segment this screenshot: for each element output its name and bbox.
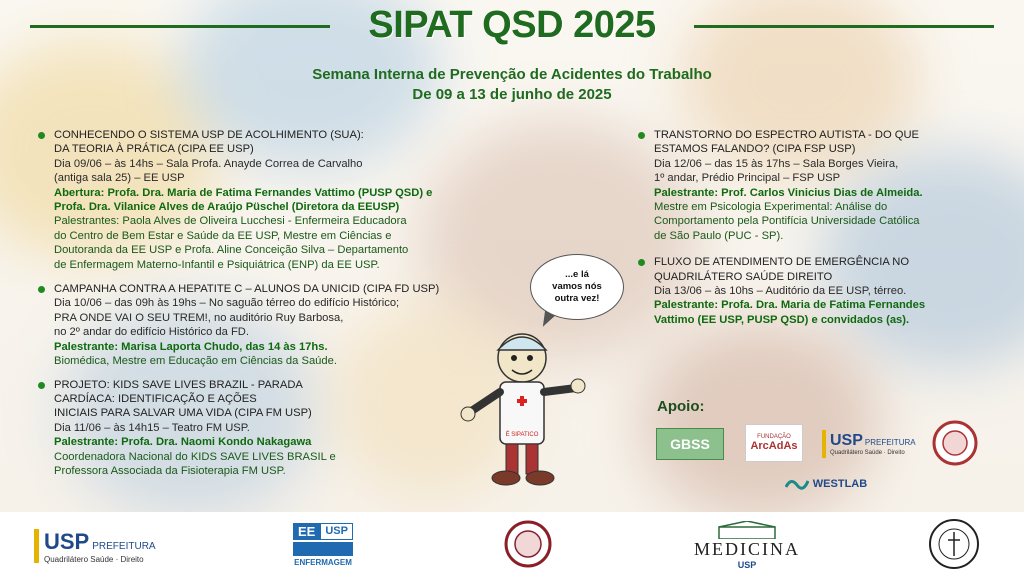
- medicina-building-icon: [717, 521, 777, 539]
- page-title: SIPAT QSD 2025: [368, 4, 656, 46]
- westlab-logo: [776, 474, 876, 494]
- event-opening: Abertura: Profa. Dra. Maria de Fatima Fernandes Vattimo (PUSP QSD) e: [54, 186, 433, 199]
- footer-ee-usp-text: USP: [320, 523, 353, 540]
- event-date: Dia 09/06 – às 14hs – Sala Profa. Anayde Correa de Carvalho: [54, 157, 363, 170]
- event-speakers: de São Paulo (PUC - SP).: [654, 229, 784, 242]
- event-title: CONHECENDO O SISTEMA USP DE ACOLHIMENTO (SUA):: [54, 129, 364, 141]
- usp-text: USP: [830, 432, 863, 449]
- event-title: CAMPANHA CONTRA A HEPATITE C – ALUNOS DA UNICID (CIPA FD USP): [54, 283, 440, 296]
- westlab-text: WESTLAB: [812, 478, 868, 490]
- event-title: FLUXO DE ATENDIMENTO DE EMERGÊNCIA NO: [654, 256, 910, 269]
- event-item-emergencia: [638, 255, 1008, 327]
- page-subtitle: Semana Interna de Prevenção de Acidentes do Trabalho: [312, 66, 712, 83]
- event-speakers: Biomédica, Mestre em Educação em Ciências da Saúde.: [54, 355, 337, 368]
- bullet-icon: [38, 286, 45, 293]
- bullet-icon: [38, 132, 45, 139]
- quad-text: Quadrilátero Saúde · Direito: [830, 450, 905, 456]
- event-speakers: Professora Associada da Fisioterapia FM USP.: [54, 464, 286, 477]
- arcadas-text: ArcAdAs: [750, 440, 798, 452]
- footer-medicina-usp-text: USP: [737, 559, 757, 570]
- event-date: Dia 11/06 – às 14h15 – Teatro FM USP.: [54, 421, 250, 434]
- event-title: DA TEORIA À PRÁTICA (CIPA EE USP): [54, 143, 254, 156]
- bubble-text: ...e lá: [565, 269, 589, 280]
- event-title: INICIAIS PARA SALVAR UMA VIDA (CIPA FM USP): [54, 407, 312, 420]
- event-title: ESTAMOS FALANDO? (CIPA FSP USP): [654, 143, 856, 156]
- footer-ee-text: EE: [293, 523, 320, 540]
- footer-logos: [0, 512, 1024, 576]
- mascot-badge: É SIPATICO: [505, 432, 539, 438]
- bullet-icon: [38, 382, 45, 389]
- event-speakers: Palestrante: Prof. Carlos Vinicius Dias de Almeida.: [654, 186, 923, 199]
- event-speakers: Palestrante: Profa. Dra. Naomi Kondo Nakagawa: [54, 436, 312, 449]
- event-item-hepatite: [38, 282, 518, 368]
- footer-medicina-logo: [692, 518, 802, 572]
- arcadas-top: FUNDAÇÃO: [757, 434, 791, 440]
- footer-prefeitura-text: PREFEITURA: [92, 540, 156, 552]
- event-speakers: Comportamento pela Pontifícia Universidade Católica: [654, 215, 920, 228]
- event-speakers: do Centro de Bem Estar e Saúde da EE USP, Mestre em Ciências e: [54, 229, 392, 242]
- event-speakers: Palestrantes: Paola Alves de Oliveira Lucchesi - Enfermeira Educadora: [54, 215, 407, 228]
- footer-ee-logo: [290, 518, 356, 572]
- westlab-wave-icon: [785, 477, 809, 491]
- event-title: PROJETO: KIDS SAVE LIVES BRAZIL - PARADA: [54, 378, 303, 391]
- event-item-sua: [38, 128, 518, 272]
- footer-usp-seal-logo: [928, 518, 980, 570]
- footer-usp-prefeitura-logo: [34, 526, 174, 566]
- event-detail: no 2º andar do edifício Histórico da FD.: [54, 326, 249, 339]
- event-title: CARDÍACA: IDENTIFICAÇÃO E AÇÕES: [54, 392, 257, 405]
- bubble-text: vamos nós: [552, 281, 602, 292]
- footer-usp-text: USP: [44, 528, 90, 554]
- bubble-text: outra vez!: [554, 293, 600, 304]
- event-speakers: Coordenadora Nacional do KIDS SAVE LIVES BRASIL e: [54, 450, 336, 463]
- left-column: [38, 128, 518, 487]
- footer-enfermagem-text: ENFERMAGEM: [294, 558, 352, 567]
- event-detail: PRA ONDE VAI O SEU TREM!, no auditório Ruy Barbosa,: [54, 311, 344, 324]
- event-speakers: Palestrante: Profa. Dra. Maria de Fatima Fernandes: [654, 299, 926, 312]
- footer-medicina-text: MEDICINA: [694, 538, 800, 559]
- arcadas-logo: [745, 424, 803, 462]
- bullet-icon: [638, 132, 645, 139]
- event-item-kids-save-lives: [38, 378, 518, 479]
- gbss-logo-text: GBSS: [670, 436, 710, 452]
- event-speakers: Doutoranda da EE USP e Profa. Aline Conceição Silva – Departamento: [54, 244, 409, 257]
- event-date: Dia 10/06 – das 09h às 19hs – No saguão térreo do edifício Histórico;: [54, 297, 400, 310]
- event-item-autismo: [638, 128, 1008, 243]
- seal-logo: [932, 420, 978, 466]
- event-dates: De 09 a 13 de junho de 2025: [412, 86, 612, 103]
- event-place: (antiga sala 25) – EE USP: [54, 172, 185, 185]
- event-speakers: de Enfermagem Materno-Infantil e Psiquiátrica (ENP) da EE USP.: [54, 258, 380, 271]
- event-date: Dia 12/06 – das 15 às 17hs – Sala Borges Vieira,: [654, 157, 899, 170]
- footer-quad-text: Quadrilátero Saúde · Direito: [44, 554, 144, 564]
- event-title: QUADRILÁTERO SAÚDE DIREITO: [654, 270, 833, 283]
- event-speakers: Mestre em Psicologia Experimental: Análise do: [654, 201, 888, 214]
- right-column: [638, 128, 1008, 336]
- prefeitura-text: PREFEITURA: [864, 438, 916, 447]
- event-speakers: Vattimo (EE USP, PUSP QSD) e convidados (as).: [654, 313, 910, 326]
- event-speakers: Palestrante: Marisa Laporta Chudo, das 14 às 17hs.: [54, 340, 328, 353]
- bullet-icon: [638, 259, 645, 266]
- event-opening: Profa. Dra. Vilanice Alves de Araújo Püschel (Diretora da EEUSP): [54, 201, 400, 214]
- mascot-doctor-illustration: [460, 316, 590, 496]
- event-place: 1º andar, Prédio Principal – FSP USP: [654, 172, 841, 185]
- speech-bubble: [530, 254, 624, 320]
- footer-seal-logo: [504, 520, 552, 568]
- gbss-logo: [656, 428, 724, 460]
- event-title: TRANSTORNO DO ESPECTRO AUTISTA - DO QUE: [654, 129, 920, 141]
- usp-prefeitura-logo: [822, 428, 918, 460]
- support-label: Apoio:: [657, 398, 705, 415]
- event-date: Dia 13/06 – às 10hs – Auditório da EE USP, térreo.: [654, 285, 907, 298]
